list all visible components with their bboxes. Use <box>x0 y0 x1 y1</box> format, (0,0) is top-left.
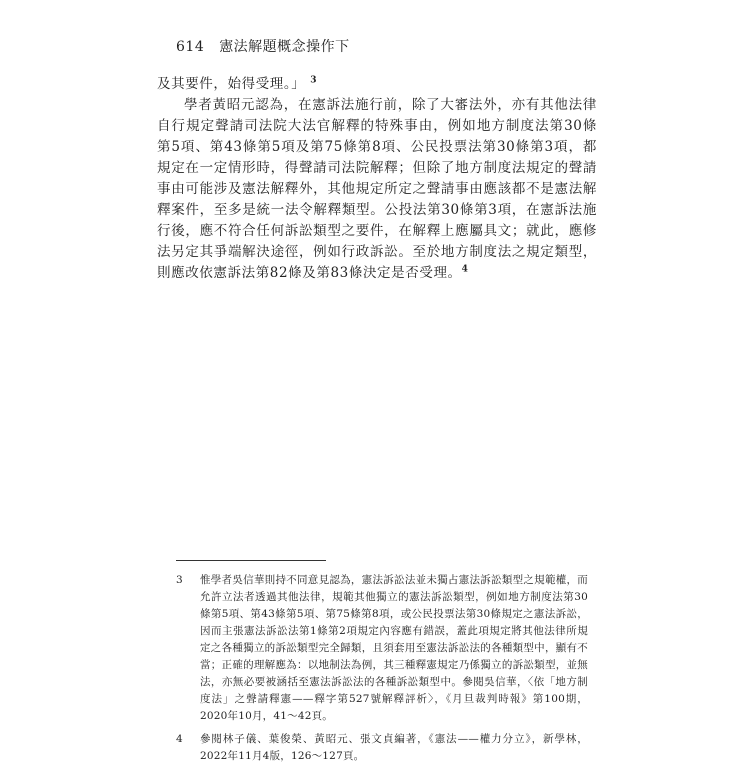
main-text <box>157 74 597 284</box>
body-paragraph-text: 學者黃昭元認為，在憲訴法施行前，除了大審法外，亦有其他法律自行規定聲請司法院大法官解釋的特殊事由，例如地方制度法第30條第5項、第43條第5項及第75條第8項、公民投票法第30條第3項，都規定在一定情形時，得聲請司法院解釋；但除了地方制度法規定的聲請事由可能涉及憲法解釋外，其他規定所定之聲請事由應該都不是憲法解釋案件，至多是統一法令解釋類型。公投法第30條第3項，在憲訴法施行後，應不符合任何訴訟類型之要件，在解釋上應屬具文；就此，應修法另定其爭端解決途徑，例如行政訴訟。至於地方制度法之規定類型，則應改依憲訴法第82條及第83條決定是否受理。 <box>157 97 597 281</box>
footnote-ref-4[interactable]: 4 <box>461 264 469 275</box>
quote-continuation <box>157 74 597 95</box>
running-header <box>176 36 350 56</box>
body-paragraph <box>157 95 597 284</box>
footnote-number: 4 <box>176 733 183 745</box>
footnote-divider <box>176 560 326 561</box>
footnotes <box>176 572 588 771</box>
footnote-number: 3 <box>176 574 183 586</box>
quote-continuation-text: 及其要件，始得受理。」 <box>157 76 306 92</box>
footnote-text: 惟學者吳信華則持不同意見認為，憲法訴訟法並未獨占憲法訴訟類型之規範權，而允許立法者透過其他法律，規範其他獨立的憲法訴訟類型，例如地方制度法第30條第5項、第43條第5項、第75條第8項，或公民投票法第30條規定之憲法訴訟，因而主張憲法訴訟法第1條第2項規定內容應有錯誤，蓋此項規定將其他法律所規定之各種獨立的訴訟類型完全歸類，且須套用至憲法訴訟法的各種類型中，顯有不當；正確的理解應為：以地制法為例，其三種釋憲規定乃係獨立的訴訟類型，並無法，亦無必要被涵括至憲法訴訟法的各種訴訟類型中。參閱吳信華，〈依「地方制度法」之聲請釋憲——釋字第527號解釋評析〉，《月旦裁判時報》第100期，2020年10月，41～42頁。 <box>200 574 588 722</box>
page-number: 614 <box>176 39 205 55</box>
footnote-3 <box>176 572 588 725</box>
footnote-text: 參閱林子儀、葉俊榮、黃昭元、張文貞編著，《憲法——權力分立》，新學林，2022年11月4版，126～127頁。 <box>200 733 588 762</box>
footnote-ref-3[interactable]: 3 <box>310 75 318 86</box>
book-title: 憲法解題概念操作下 <box>219 39 350 55</box>
footnote-4 <box>176 731 588 765</box>
